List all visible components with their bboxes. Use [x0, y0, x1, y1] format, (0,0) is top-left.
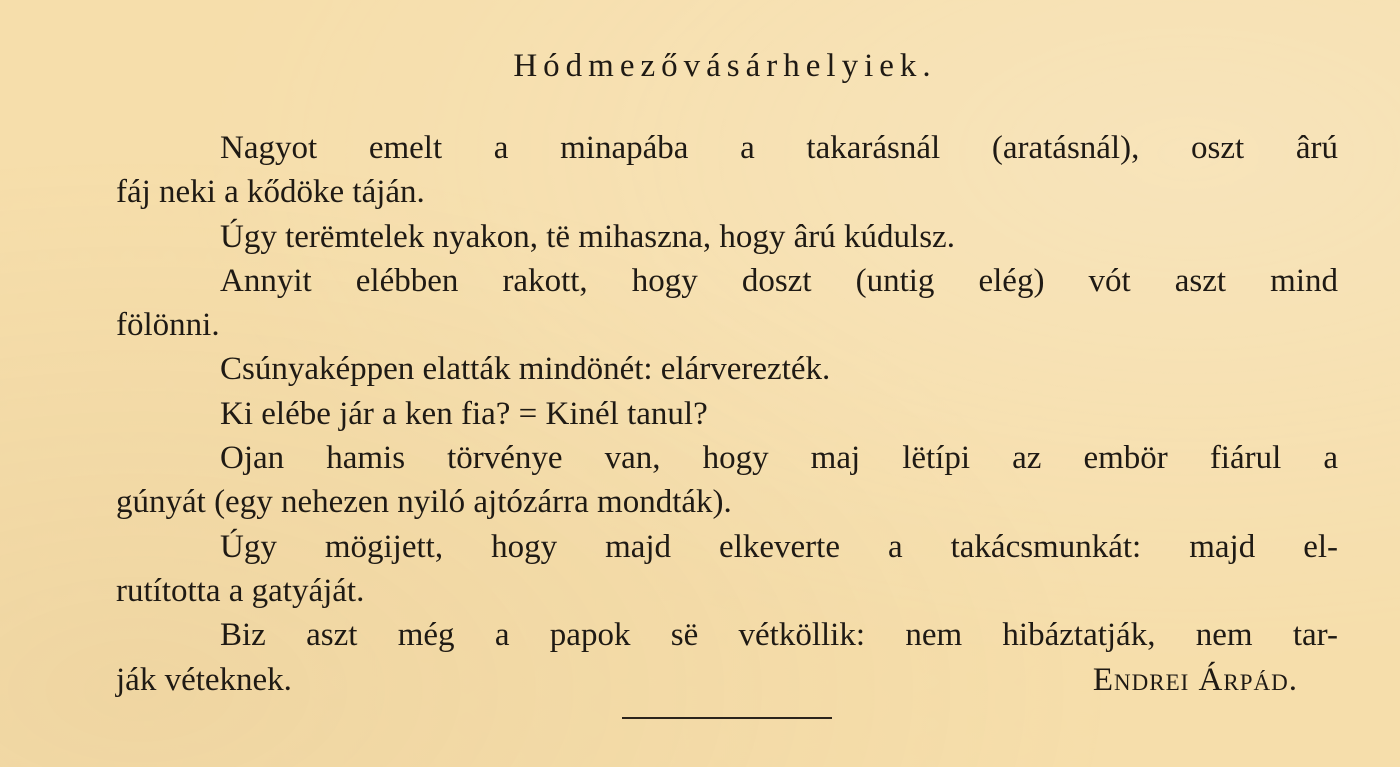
- text-line: fölönni.: [116, 307, 220, 344]
- text-line: gúnyát (egy nehezen nyiló ajtózárra mondták).: [116, 484, 732, 521]
- author-signature: Endrei Árpád.: [1092, 661, 1298, 698]
- text-line: Úgy terëmtelek nyakon, të mihaszna, hogy ârú kúdulsz.: [220, 218, 955, 255]
- text-line: Úgy mögijett, hogy majd elkeverte a takácsmunkát: majd el-: [220, 528, 1338, 565]
- text-line: Csúnyaképpen elatták mindönét: elárverezték.: [220, 351, 831, 388]
- section-divider: [622, 717, 832, 719]
- text-line: fáj neki a kődöke táján.: [116, 174, 425, 211]
- text-line: ják véteknek.: [116, 661, 292, 698]
- text-line: Ki elébe jár a ken fia? = Kinél tanul?: [220, 395, 708, 432]
- text-line: Nagyot emelt a minapába a takarásnál (aratásnál), oszt ârú: [220, 130, 1338, 166]
- text-line: Ojan hamis törvénye van, hogy maj lëtípi az embör fiárul a: [220, 440, 1338, 477]
- article-title: Hódmezővásárhelyiek.: [513, 48, 937, 84]
- text-line: Biz aszt még a papok së vétköllik: nem hibáztatják, nem tar-: [220, 617, 1338, 654]
- article-body: [116, 126, 1338, 702]
- closing-row: [116, 658, 1338, 702]
- text-line: rutította a gatyáját.: [116, 572, 365, 609]
- text-line: Annyit elébben rakott, hogy doszt (untig elég) vót aszt mind: [220, 262, 1338, 299]
